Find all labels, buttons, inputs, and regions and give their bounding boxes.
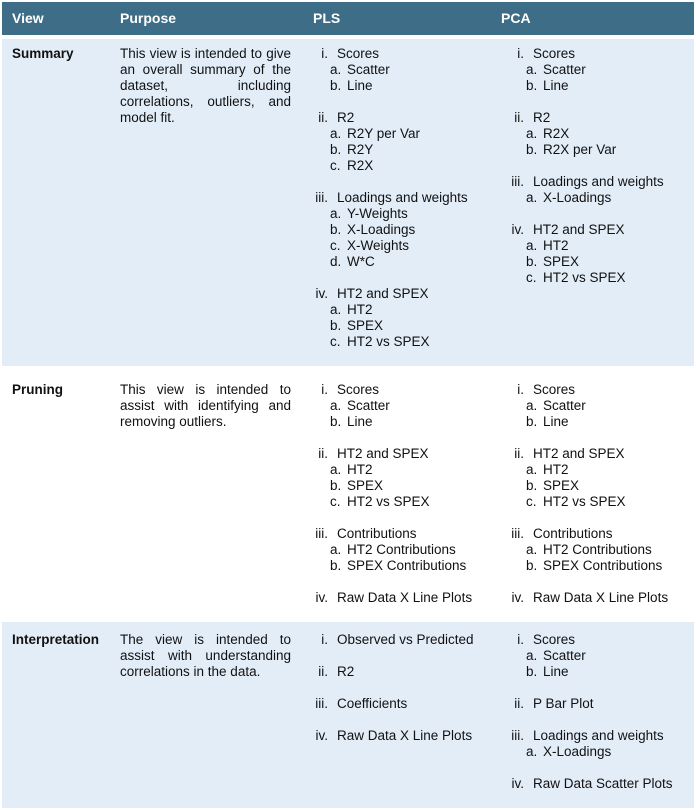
letter-marker: a. — [526, 190, 538, 205]
list-group — [496, 222, 692, 286]
roman-numeral: iv. — [511, 776, 524, 791]
letter-marker: a. — [526, 238, 538, 253]
list-subitem — [300, 462, 488, 478]
list-group — [496, 696, 692, 712]
list-item-label: Scores — [533, 46, 576, 61]
letter-marker: b. — [526, 78, 538, 93]
list-subitem — [496, 478, 692, 494]
list-subitem — [496, 142, 692, 158]
roman-numeral: i. — [321, 632, 328, 647]
list-item-label: Observed vs Predicted — [337, 632, 474, 647]
list-subitem — [300, 302, 488, 318]
purpose-text: The view is intended to assist with understanding correlations in the data. — [120, 632, 291, 679]
letter-marker: a. — [526, 744, 538, 759]
subitem-label: R2X — [543, 126, 570, 141]
table-row — [2, 39, 694, 366]
roman-numeral: iii. — [511, 526, 524, 541]
purpose-text: This view is intended to give an overall summary of the dataset, including correlations, outliers, and model fit. — [120, 46, 291, 125]
pca-list — [490, 382, 694, 622]
list-group — [300, 590, 488, 606]
subitem-label: Line — [543, 414, 569, 429]
roman-numeral: i. — [321, 382, 328, 397]
list-group — [300, 382, 488, 430]
list-group — [496, 590, 692, 606]
list-subitem — [300, 238, 488, 254]
list-subitem — [496, 744, 692, 760]
subitem-label: R2X per Var — [543, 142, 617, 157]
list-item — [496, 382, 692, 398]
subitem-label: SPEX — [347, 318, 384, 333]
header-cell-pca: PCA — [501, 10, 531, 26]
list-item — [300, 664, 488, 680]
subitem-label: Scatter — [347, 398, 390, 413]
table-body — [2, 39, 694, 808]
list-group — [300, 190, 488, 270]
list-subitem — [300, 334, 488, 350]
list-subitem — [496, 414, 692, 430]
subitem-label: W*C — [347, 254, 375, 269]
roman-numeral: iv. — [315, 286, 328, 301]
pls-list — [300, 632, 490, 808]
letter-marker: a. — [526, 542, 538, 557]
list-item — [496, 632, 692, 648]
purpose-text: This view is intended to assist with identifying and removing outliers. — [120, 382, 291, 429]
roman-numeral: i. — [517, 632, 524, 647]
letter-marker: b. — [330, 414, 342, 429]
letter-marker: c. — [526, 270, 537, 285]
letter-marker: a. — [330, 542, 342, 557]
header-cell-purpose: Purpose — [120, 10, 177, 26]
letter-marker: a. — [330, 462, 342, 477]
subitem-label: HT2 Contributions — [543, 542, 652, 557]
list-item — [300, 526, 488, 542]
list-item-label: Contributions — [337, 526, 417, 541]
roman-numeral: i. — [321, 46, 328, 61]
list-item — [300, 590, 488, 606]
list-item — [300, 382, 488, 398]
list-group — [300, 46, 488, 94]
list-subitem — [300, 158, 488, 174]
letter-marker: a. — [526, 126, 538, 141]
list-item-label: Scores — [337, 46, 380, 61]
roman-numeral: iv. — [511, 590, 524, 605]
view-label: Summary — [12, 46, 74, 61]
roman-numeral: iii. — [511, 174, 524, 189]
list-item-label: P Bar Plot — [533, 696, 594, 711]
letter-marker: a. — [526, 462, 538, 477]
list-item — [496, 222, 692, 238]
subitem-label: Y-Weights — [347, 206, 408, 221]
list-item — [300, 110, 488, 126]
list-subitem — [496, 190, 692, 206]
list-subitem — [496, 254, 692, 270]
list-item — [300, 190, 488, 206]
list-item — [300, 632, 488, 648]
list-group — [496, 110, 692, 158]
list-item — [300, 286, 488, 302]
letter-marker: b. — [330, 558, 342, 573]
roman-numeral: ii. — [514, 110, 524, 125]
subitem-label: HT2 — [543, 238, 569, 253]
subitem-label: R2X — [347, 158, 374, 173]
list-subitem — [300, 478, 488, 494]
list-group — [300, 526, 488, 574]
list-subitem — [300, 126, 488, 142]
roman-numeral: iii. — [315, 526, 328, 541]
table-row — [2, 622, 694, 808]
list-subitem — [496, 238, 692, 254]
list-item — [300, 46, 488, 62]
subitem-label: X-Loadings — [347, 222, 416, 237]
list-subitem — [496, 78, 692, 94]
list-item-label: Raw Data X Line Plots — [533, 590, 669, 605]
letter-marker: a. — [330, 398, 342, 413]
list-item-label: HT2 and SPEX — [337, 286, 429, 301]
letter-marker: b. — [330, 222, 342, 237]
list-subitem — [300, 542, 488, 558]
letter-marker: b. — [526, 254, 538, 269]
subitem-label: HT2 vs SPEX — [347, 494, 430, 509]
list-subitem — [300, 78, 488, 94]
list-item-label: HT2 and SPEX — [533, 222, 625, 237]
subitem-label: R2Y — [347, 142, 374, 157]
list-item — [496, 728, 692, 744]
roman-numeral: i. — [517, 382, 524, 397]
list-group — [496, 776, 692, 792]
view-cell — [2, 46, 112, 366]
subitem-label: Scatter — [347, 62, 390, 77]
list-item — [300, 728, 488, 744]
subitem-label: HT2 vs SPEX — [543, 494, 626, 509]
list-item — [496, 174, 692, 190]
letter-marker: c. — [330, 494, 341, 509]
list-item-label: HT2 and SPEX — [337, 446, 429, 461]
header-cell-pls: PLS — [313, 10, 341, 26]
letter-marker: a. — [330, 206, 342, 221]
list-subitem — [300, 318, 488, 334]
subitem-label: Scatter — [543, 62, 586, 77]
list-subitem — [300, 414, 488, 430]
list-group — [300, 286, 488, 350]
list-item-label: R2 — [533, 110, 551, 125]
list-subitem — [496, 270, 692, 286]
view-label: Pruning — [12, 382, 63, 397]
letter-marker: c. — [330, 334, 341, 349]
subitem-label: Line — [347, 78, 373, 93]
list-group — [300, 696, 488, 712]
pls-list — [300, 382, 490, 622]
list-subitem — [496, 558, 692, 574]
subitem-label: HT2 vs SPEX — [347, 334, 430, 349]
letter-marker: b. — [526, 558, 538, 573]
letter-marker: a. — [526, 398, 538, 413]
letter-marker: a. — [330, 62, 342, 77]
list-item — [496, 526, 692, 542]
list-item — [496, 46, 692, 62]
list-group — [496, 728, 692, 760]
list-item-label: R2 — [337, 664, 355, 679]
letter-marker: b. — [330, 142, 342, 157]
subitem-label: Line — [543, 664, 569, 679]
list-item-label: Contributions — [533, 526, 613, 541]
view-label: Interpretation — [12, 632, 100, 647]
subitem-label: HT2 — [347, 302, 373, 317]
list-group — [300, 632, 488, 648]
subitem-label: SPEX — [543, 254, 580, 269]
list-group — [300, 728, 488, 744]
letter-marker: b. — [526, 142, 538, 157]
list-item-label: Scores — [533, 382, 576, 397]
letter-marker: b. — [330, 78, 342, 93]
list-subitem — [496, 494, 692, 510]
subitem-label: X-Loadings — [543, 744, 612, 759]
roman-numeral: iv. — [315, 728, 328, 743]
list-item — [496, 696, 692, 712]
subitem-label: Scatter — [543, 398, 586, 413]
pls-list — [300, 46, 490, 366]
list-subitem — [300, 494, 488, 510]
list-subitem — [496, 542, 692, 558]
letter-marker: a. — [526, 648, 538, 663]
subitem-label: HT2 — [543, 462, 569, 477]
purpose-cell — [112, 632, 300, 808]
letter-marker: b. — [330, 318, 342, 333]
list-subitem — [496, 648, 692, 664]
letter-marker: a. — [526, 62, 538, 77]
roman-numeral: iii. — [315, 696, 328, 711]
list-subitem — [300, 222, 488, 238]
letter-marker: b. — [526, 664, 538, 679]
subitem-label: HT2 — [347, 462, 373, 477]
pca-list — [490, 632, 694, 808]
view-cell — [2, 632, 112, 808]
list-item — [496, 590, 692, 606]
list-item-label: Loadings and weights — [533, 728, 664, 743]
list-subitem — [496, 398, 692, 414]
comparison-table — [2, 2, 694, 808]
list-group — [496, 382, 692, 430]
subitem-label: HT2 Contributions — [347, 542, 456, 557]
list-item — [300, 696, 488, 712]
subitem-label: SPEX — [543, 478, 580, 493]
letter-marker: a. — [330, 302, 342, 317]
subitem-label: X-Weights — [347, 238, 410, 253]
header-cell-view: View — [12, 10, 44, 26]
roman-numeral: ii. — [318, 110, 328, 125]
subitem-label: R2Y per Var — [347, 126, 421, 141]
subitem-label: HT2 vs SPEX — [543, 270, 626, 285]
list-item-label: Scores — [533, 632, 576, 647]
roman-numeral: iv. — [511, 222, 524, 237]
letter-marker: b. — [330, 478, 342, 493]
list-item-label: HT2 and SPEX — [533, 446, 625, 461]
table-row — [2, 366, 694, 622]
subitem-label: Line — [347, 414, 373, 429]
list-item-label: Raw Data X Line Plots — [337, 590, 473, 605]
roman-numeral: ii. — [318, 664, 328, 679]
pca-list — [490, 46, 694, 366]
roman-numeral: i. — [517, 46, 524, 61]
list-group — [496, 46, 692, 94]
list-item-label: Coefficients — [337, 696, 408, 711]
list-subitem — [496, 62, 692, 78]
list-subitem — [300, 398, 488, 414]
list-subitem — [496, 126, 692, 142]
letter-marker: b. — [526, 414, 538, 429]
list-subitem — [300, 206, 488, 222]
letter-marker: a. — [330, 126, 342, 141]
subitem-label: SPEX Contributions — [543, 558, 663, 573]
roman-numeral: ii. — [514, 446, 524, 461]
list-item-label: Loadings and weights — [337, 190, 468, 205]
list-item — [496, 110, 692, 126]
list-item — [496, 776, 692, 792]
list-item — [496, 446, 692, 462]
letter-marker: c. — [330, 238, 341, 253]
list-item-label: Loadings and weights — [533, 174, 664, 189]
table-header-row — [2, 2, 694, 35]
list-item-label: Raw Data X Line Plots — [337, 728, 473, 743]
list-subitem — [300, 558, 488, 574]
list-item-label: Raw Data Scatter Plots — [533, 776, 673, 791]
purpose-cell — [112, 46, 300, 366]
list-group — [496, 526, 692, 574]
list-group — [300, 664, 488, 680]
letter-marker: b. — [526, 478, 538, 493]
subitem-label: SPEX Contributions — [347, 558, 467, 573]
roman-numeral: ii. — [514, 696, 524, 711]
list-subitem — [496, 664, 692, 680]
subitem-label: Line — [543, 78, 569, 93]
letter-marker: c. — [330, 158, 341, 173]
subitem-label: X-Loadings — [543, 190, 612, 205]
roman-numeral: iii. — [511, 728, 524, 743]
list-subitem — [300, 62, 488, 78]
list-group — [496, 446, 692, 510]
list-group — [496, 174, 692, 206]
list-group — [300, 110, 488, 174]
view-cell — [2, 382, 112, 622]
roman-numeral: iii. — [315, 190, 328, 205]
subitem-label: Scatter — [543, 648, 586, 663]
letter-marker: c. — [526, 494, 537, 509]
purpose-cell — [112, 382, 300, 622]
list-subitem — [496, 462, 692, 478]
list-subitem — [300, 142, 488, 158]
list-group — [496, 632, 692, 680]
list-group — [300, 446, 488, 510]
list-item-label: R2 — [337, 110, 355, 125]
roman-numeral: iv. — [315, 590, 328, 605]
list-subitem — [300, 254, 488, 270]
list-item — [300, 446, 488, 462]
list-item-label: Scores — [337, 382, 380, 397]
roman-numeral: ii. — [318, 446, 328, 461]
letter-marker: d. — [330, 254, 342, 269]
subitem-label: SPEX — [347, 478, 384, 493]
